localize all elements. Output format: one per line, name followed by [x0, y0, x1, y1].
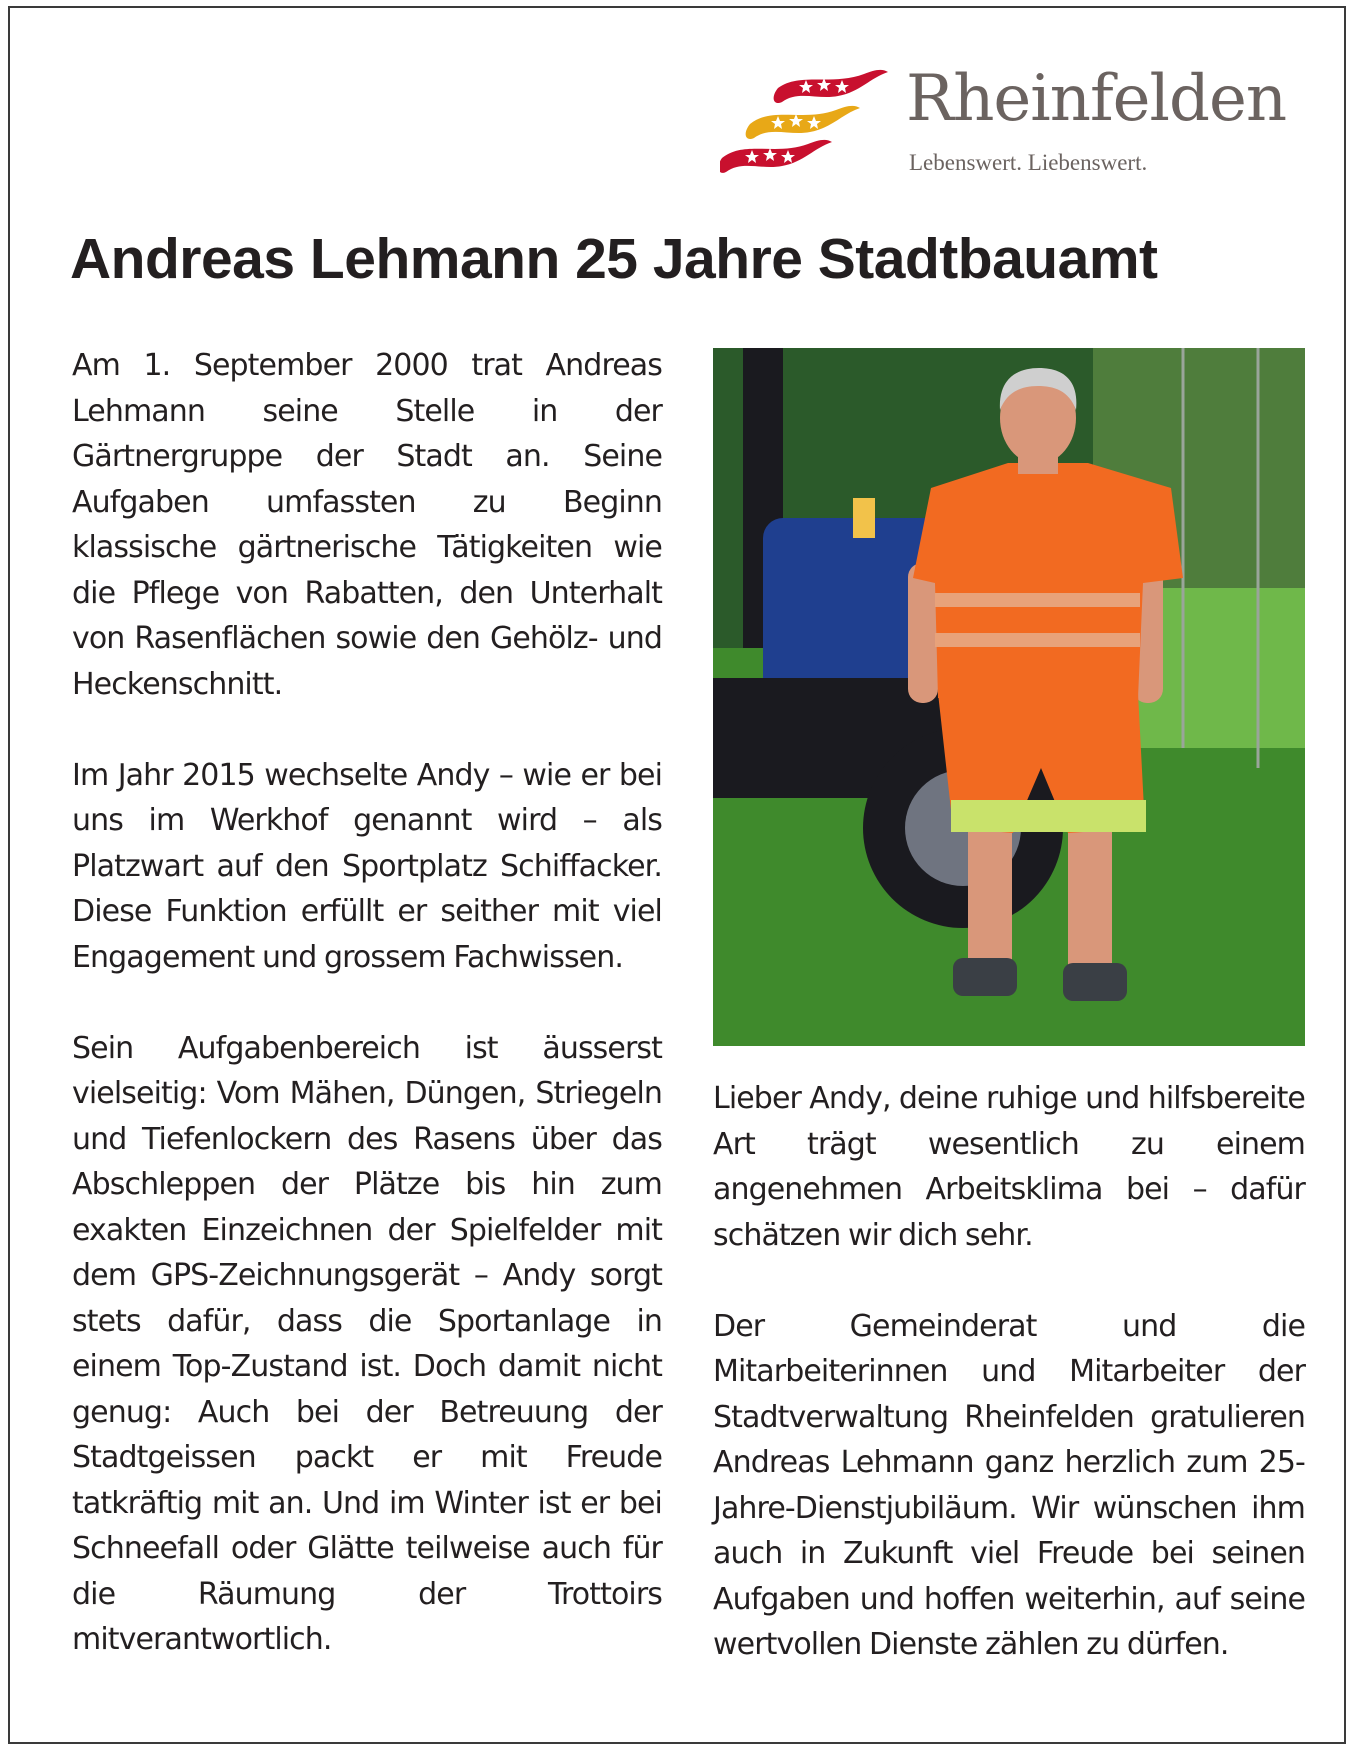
- logo-tagline: Lebenswert. Liebenswert.: [909, 150, 1148, 175]
- photo-person-right-leg: [1068, 818, 1112, 968]
- employee-photo: [713, 348, 1305, 1046]
- article-paragraph: Lieber Andy, deine ruhige und hilfsbereite Art trägt wesentlich zu einem angenehmen Arbeitsklima bei – dafür schätzen wir dich sehr.: [713, 1081, 1305, 1253]
- logo-bottom-red-band: [720, 140, 832, 173]
- article-headline: Andreas Lehmann 25 Jahre Stadtbauamt: [70, 227, 1158, 291]
- logo-middle-gold-band: [746, 106, 860, 139]
- article-paragraph: Im Jahr 2015 wechselte Andy – wie er bei uns im Werkhof genannt wird – als Platzwart auf den Sportplatz Schiffacker. Diese Funktion erfüllt er seither mit viel Engagement und grossem Fachwissen.: [72, 757, 662, 975]
- photo-shirt-reflective-stripe: [935, 593, 1140, 607]
- rheinfelden-wave-emblem-icon: [720, 66, 888, 174]
- article-paragraph: Am 1. September 2000 trat Andreas Lehmann seine Stelle in der Gärtnergruppe der Stadt an. Seine Aufgaben umfassten zu Beginn klassische gärtnerische Tätigkeiten wie die Pflege von Rabatten, den Unterhalt von Rasenflächen sowie den Gehölz- und Heckenschnitt.: [72, 348, 662, 702]
- rheinfelden-logo: [720, 62, 1300, 176]
- photo-tractor-warning-light: [853, 498, 875, 538]
- photo-person-left-leg: [968, 818, 1012, 968]
- photo-person-left-arm: [908, 563, 938, 703]
- photo-shirt-reflective-stripe: [935, 633, 1140, 647]
- photo-shorts-yellow-band: [951, 800, 1146, 832]
- photo-person-right-shoe: [1063, 963, 1127, 1001]
- article-column-left: [72, 343, 662, 1663]
- article-frame: [8, 6, 1346, 1744]
- article-paragraph: Der Gemeinderat und die Mitarbeiterinnen und Mitarbeiter der Stadtverwaltung Rheinfelden gratulieren Andreas Lehmann ganz herzlich zum 25-Jahre-Dienstjubiläum. Wir wünschen ihm auch in Zukunft viel Freude bei seinen Aufgaben und hoffen weiterhin, auf seine wertvollen Dienste zählen zu dürfen.: [713, 1308, 1305, 1662]
- article-column-right: [713, 1076, 1305, 1668]
- photo-person-left-shoe: [953, 958, 1017, 996]
- photo-illustration: [713, 348, 1305, 1046]
- logo-top-red-band: [774, 70, 888, 103]
- logo-wordmark: Rheinfelden: [906, 62, 1287, 136]
- article-paragraph: Sein Aufgabenbereich ist äusserst vielseitig: Vom Mähen, Düngen, Striegeln und Tiefenlockern des Rasens über das Abschleppen der Plätze bis hin zum exakten Einzeichnen der Spielfelder mit dem GPS-Zeichnungsgerät – Andy sorgt stets dafür, dass die Sportanlage in einem Top-Zustand ist. Doch damit nicht genug: Auch bei der Betreuung der Stadtgeissen packt er mit Freude tatkräftig mit an. Und im Winter ist er bei Schneefall oder Glätte teilweise auch für die Räumung der Trottoirs mitverantwortlich.: [72, 1030, 662, 1657]
